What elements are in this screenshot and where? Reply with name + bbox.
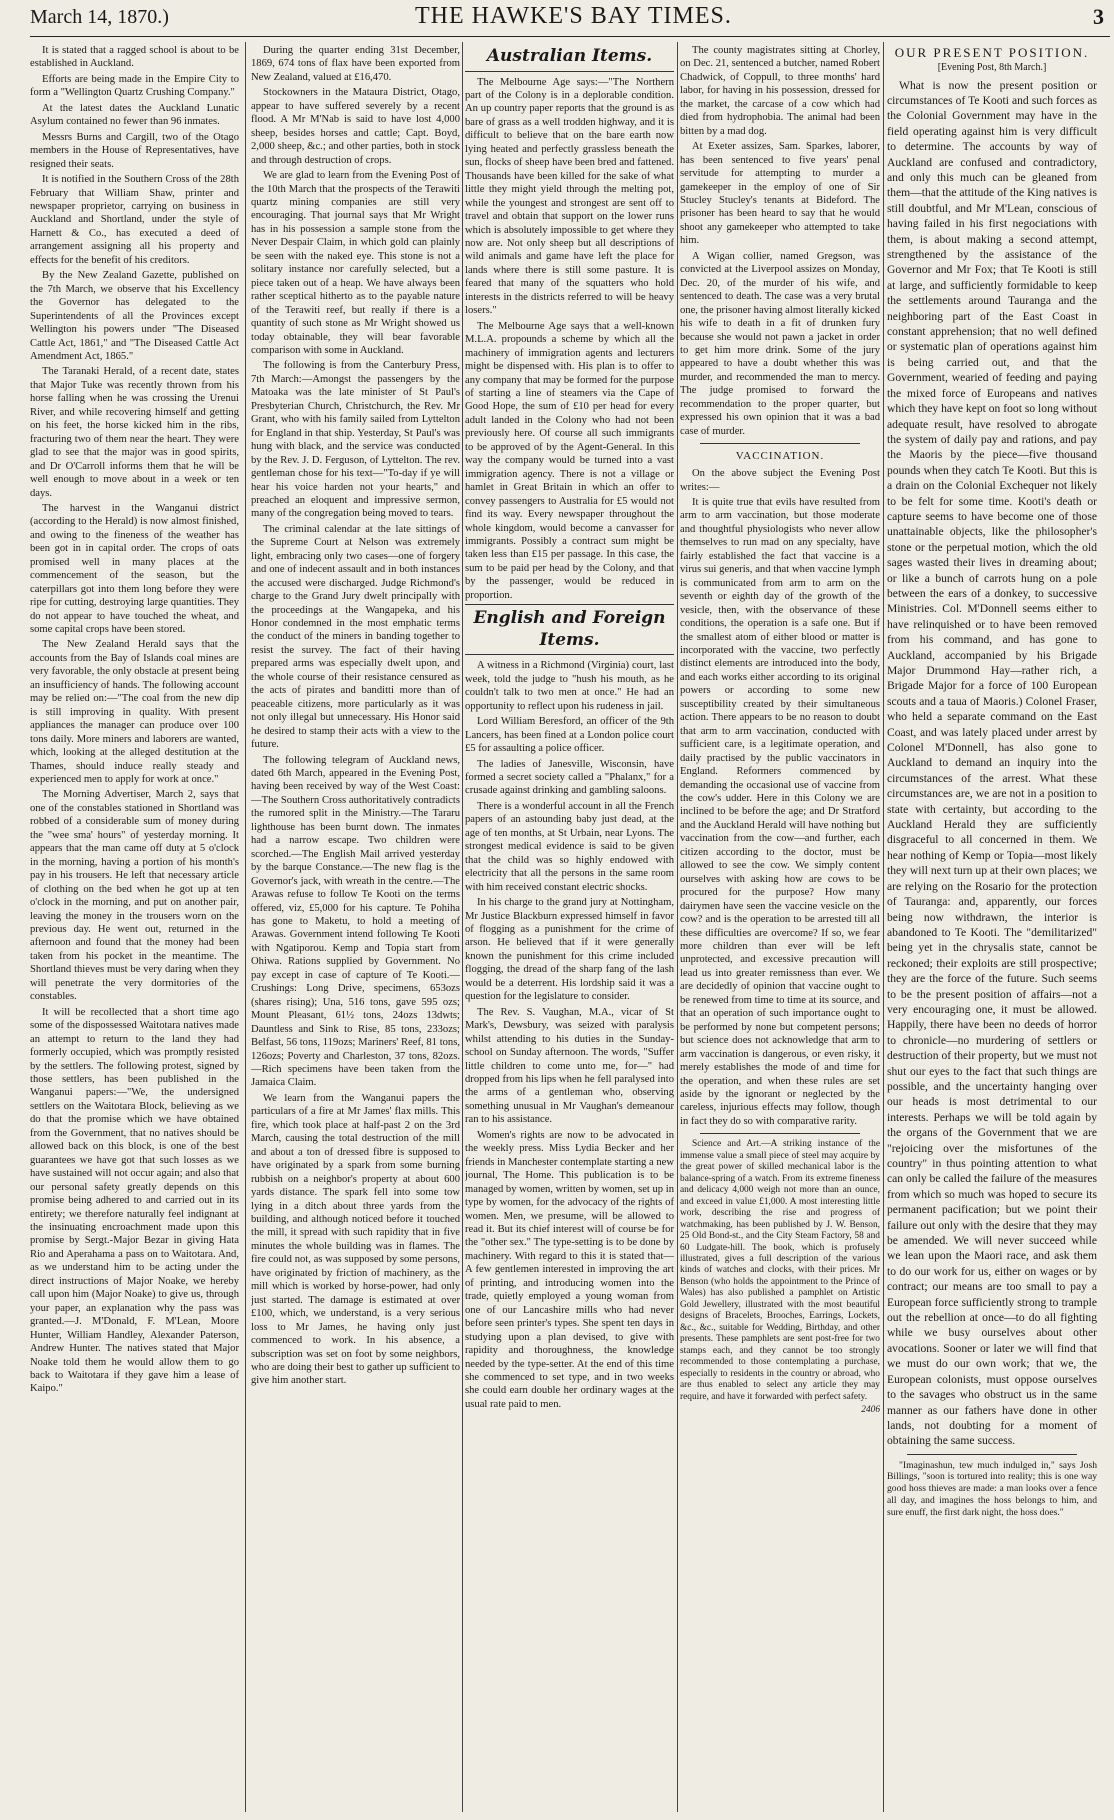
article-paragraph: It is stated that a ragged school is about to be established in Auckland. xyxy=(30,45,239,70)
column-rule xyxy=(245,42,246,1812)
article-paragraph: By the New Zealand Gazette, published on the 7th March, we observe that his Excellency the Governor has delegated to the Superintendents of all the Provinces except Wellington his powers under "The Diseased Cattle Act, 1861," and "The Diseased Cattle Act Amendment Act, 1865." xyxy=(30,270,239,362)
advertisement: Science and Art.—A striking instance of the immense value a small piece of steel may acquire by the great power of skilled mechanical labor is the balance-spring of a watch. From its extreme fineness and delicacy 4,000 weigh not more than an ounce, and exceed in value £1,000. A most interesting little work, describing the rise and progress of watchmaking, has been published by J. W. Benson, 25 Old Bond-st., and the City Steam Factory, 58 and 60 Ludgate-hill. The book, which is profusely illustrated, gives a full description of the various kinds of watches and clocks, with their prices. Mr Benson (who holds the appointment to the Prince of Wales) has also published a pamphlet on Artistic Gold Jewellery, illustrated with the most beautiful designs of Bracelets, Brooches, Earrings, Lockets, &c., &c., suitable for Wedding, Birthday, and other presents. These pamphlets are sent post-free for two stamps each, and they cannot be too strongly recommended to those contemplating a purchase, especially to residents in the country or abroad, who are thus enabled to select any article they may require, and have it forwarded with perfect safety. xyxy=(680,1139,880,1402)
divider xyxy=(907,1454,1077,1455)
column-rule xyxy=(883,42,884,1812)
column-3 xyxy=(465,44,674,1814)
column-4 xyxy=(680,44,880,1814)
article-paragraph: Messrs Burns and Cargill, two of the Otago members in the House of Representatives, have resigned their seats. xyxy=(30,131,239,170)
article-intro: On the above subject the Evening Post writes:— xyxy=(680,468,880,493)
newspaper-title: THE HAWKE'S BAY TIMES. xyxy=(415,3,732,29)
article-paragraph: The county magistrates sitting at Chorley, on Dec. 21, sentenced a butcher, named Robert Chadwick, of Coppull, to three months' hard labor, for having in his possession, dressed for the market, the carcase of a cow which had died from hydrophobia. The animal had been bitten by a mad dog. xyxy=(680,45,880,137)
column-rule xyxy=(462,42,463,1812)
article-paragraph: It is notified in the Southern Cross of the 28th February that William Shaw, printer and newspaper proprietor, carrying on business in Auckland and Shortland, under the style of Harnett & Co., has executed a deed of arrangement assigning all his property and effects for the benefit of his creditors. xyxy=(30,174,239,266)
article-paragraph: Women's rights are now to be advocated in the weekly press. Miss Lydia Becker and her friends in Manchester contemplate starting a new journal, The Home. This publication is to be managed by women, written by women, set up in type by women, for the advocacy of the rights of women. Men, we presume, will be allowed to read it. But its chief interest will of course be for the "other sex." The type-setting is to be done by machinery. With regard to this it is stated that—A few gentlemen interested in improving the art of printing, and introducing women into the trade, quietly employed a young woman from one of our Lancashire mills who had never before seen printer's types. She spent ten days in studying upon a plan devised, to give with rapidity and thoroughness, the knowledge needed by the type-setter. At the end of this time she commenced to set type, and in two weeks she could earn double her ordinary wages at the usual rate paid to men. xyxy=(465,1129,674,1410)
article-paragraph: At the latest dates the Auckland Lunatic Asylum contained no fewer than 96 inmates. xyxy=(30,102,239,128)
column-2 xyxy=(251,44,460,1814)
article-paragraph: The Rev. S. Vaughan, M.A., vicar of St Mark's, Dewsbury, was seized with paralysis whilst attending to his duties in the Sunday-school on Sunday afternoon. The words, "Suffer little children to come unto me, for—" had dropped from his lips when he fell paralysed into the arms of a gentleman who, observing something unusual in Mr Vaughan's demeanour ran to his assistance. xyxy=(465,1006,674,1126)
article-paragraph: At Exeter assizes, Sam. Sparkes, laborer, has been sentenced to five years' penal servitude for attempting to murder a gamekeeper in the employ of one of Sir Stucley Stucley's tenants at Bideford. The prisoner has been heard to say that he would shoot any gamekeeper who attempted to take him. xyxy=(680,141,880,247)
article-paragraph: The following is from the Canterbury Press, 7th March:—Amongst the passengers by the Matoaka was the late minister of St Paul's Presbyterian Church, Christchurch, the Rev. Mr Grant, who with his family sailed from Lyttelton for England in that ship. Yesterday, St Paul's was hung with black, and the service was conducted by the Rev. J. D. Ferguson, of Lyttelton. The rev. gentleman chose for his text—"To-day if ye will hear his voice harden not your hearts," and preached an eloquent and impressive sermon, many of the congregation being moved to tears. xyxy=(251,360,460,520)
article-paragraph: There is a wonderful account in all the French papers of an astounding baby just dead, at the age of ten months, at St Urbain, near Lyons. The strongest medical evidence is said to be given that the child was so highly endowed with electricity that all the persons in the same room with him received constant electric shocks. xyxy=(465,800,674,893)
column-5 xyxy=(887,44,1097,1814)
article-paragraph: Lord William Beresford, an officer of the 9th Lancers, has been fined at a London police court £5 for assaulting a police officer. xyxy=(465,716,674,755)
advert-code: 2406 xyxy=(861,1405,880,1416)
article-paragraph: What is now the present position or circumstances of Te Kooti and such forces as the Colonial Government may have in the field operating against him is very difficult to determine. The accounts by way of Auckland are confused and contradictory, and only this much can be gleaned from them—that the attitude of the King natives is still doubtful, and Mr M'Lean, conscious of having failed in his first negociations with them, is about making a second attempt, strengthened by the assistance of the Governor and Mr Fox; that Te Kooti is still at large, and sufficiently formidable to keep the settlements around Tauranga and the neighboring part of the East Coast in constant apprehension; that no well defined or systematic plan of operations against him is being carried out, and that the Government, wearied of feeding and paying the mixed force of Europeans and natives which they have kept on foot so long without adequate result, have resolved to abrogate the system of daily pay and rations, and pay the Maoris by the piece—five thousand pounds when they catch Te Kooti. But this is a drain on the Colonial Exchequer not likely to be felt for some time. Kooti's death or capture seems to have become one of those unattainable objects, like the philosopher's stone or the perpetual motion, which the old sages wasted their lives in dreaming about; or like a bunch of carrots hung on a pole between the ears of a donkey, to successive Ministries. Col. M'Donnell seems either to have relinquished or to have been removed from his command, and has gone to Auckland, accompanied by his Brigade Major Drummond Hay—rather rich, a Brigade Major for a force of 100 European scouts and a taua of Maoris.) Colonel Fraser, who held a separate command on the East Coast, and was lately placed under arrest by Colonel M'Donnell, has also gone to Auckland to demand an inquiry into the circumstances of the arrest. What these circumstances are, we are not in a position to state with certainty, but according to the Auckland Herald they are sufficiently disgraceful to all concerned in them. We hear nothing of Kemp or Topia—most likely they will next turn up at their own places; we are relying on the Rosario for the protection of Tauranga: and, apparently, our forces being now withdrawn, the interior is abandoned to Te Kooti. The "demilitarized" being yet in the chrysalis state, cannot be reckoned; their exploits are still prospective; they are the force of the future. Such seems to be the present position of affairs—not a very encouraging one, it must be allowed. Happily, there have been no deeds of horror to chronicle—no murdering of settlers or destruction of their property, but we must not shut our eyes to the fact that such things are possible, and the uncertainty hanging over our heads is most detrimental to our interests. Perhaps we will be told again by the organs of the Government that we are "rejoicing over the misfortunes of the country" in thus pointing attention to what can only be called the failure of the measures from which so much was hoped to secure its permanent pacification; but we point their failure out only with the desire that they may be amended. We will never succeed while we lean upon the Maori race, and ask them to do our work for us, either on wages or by contract; our means are too small to pay a European force sufficiently strong to trample out the rebellion at once—to do all fighting while we busy ourselves about other avocations. Sooner or later we will find that we must do our own work; that we, the European colonists, must oppose ourselves to the savages who obstruct us in the same manner as our fathers have done in other lands, not doubting for a moment of obtaining the same success. xyxy=(887,78,1097,1448)
issue-date: March 14, 1870.) xyxy=(30,6,169,28)
section-heading: Australian Items. xyxy=(465,46,674,72)
article-paragraph: The Morning Advertiser, March 2, says that one of the constables stationed in Shortland was robbed of a considerable sum of money during the "wee sma' hours" of yesterday morning. It appears that the man came off duty at 5 o'clock in the morning, having a portion of his month's pay in his trousers. He left that necessary article of clothing on the bed when he got up at ten o'clock in the morning, and put on another pair, leaving the money in the trousers worn on the previous day. He went out, returned in the afternoon and found that the money had been taken from his pocket in the meantime. The Shortland thieves must be very daring when they will penetrate the very dormitories of the constables. xyxy=(30,789,239,1003)
masthead xyxy=(30,0,1110,37)
divider xyxy=(700,1133,860,1134)
article-paragraph: The criminal calendar at the late sittings of the Supreme Court at Nelson was extremely light, embracing only two cases—one of forgery and one of indecent assault and in both instances the accused were discharged. Judge Richmond's charge to the Grand Jury dwelt principally with the proceedings at the Wangapeka, and his Honor condemned in the most emphatic terms the conduct of the miners in banding together to resist the survey. The fact of their having prepared arms was especially dwelt upon, and the whole course of their resistance censured as the acts of pirates and banditti more than of peaceable citizens, more particularly as it was not only illegal but unnecessary. His Honor said he desired to stamp their acts with a view to the future. xyxy=(251,523,460,751)
article-paragraph: During the quarter ending 31st December, 1869, 674 tons of flax have been exported from New Zealand, valued at £16,470. xyxy=(251,45,460,83)
article-paragraph: It will be recollected that a short time ago some of the dispossessed Waitotara natives made an attempt to return to the land they had formerly occupied, which was promptly resisted by the settlers. The following protest, signed by those settlers, has been published in the Wanganui papers:—"We, the undersigned settlers on the Waitotara Block, believing as we do that the promise which we have obtained from the Government, that no natives should be allowed back on this block, is one of the best guarantees we have got that such losses as we have sustained will not occur again; and also that our personal safety greatly depends on this promise being adhered to and carried out in its entirety; we therefore naturally feel indignant at the insinuating encroachment made upon this promise by Sergt.-Major Bezar in giving Hata Rio and Aperahama a pass on to Waitotara. And, as we understand him to be acting under the direct instructions of Major Noake, we hereby call upon him (Major Noake) to give us, through your paper, an explanation why the pass was granted.—J. M'Donald, F. M'Lean, Moore Hunter, William Handley, Alexander Paterson, Andrew Hunter. The natives stated that Major Noake told them he would allow them to go back to Waitotara if they gave him a lease of Kaipo." xyxy=(30,1006,239,1395)
article-paragraph: The following telegram of Auckland news, dated 6th March, appeared in the Evening Post, having been received by way of the West Coast:—The Southern Cross authoritatively contradicts the rumored split in the Ministry.—The Tararu lighthouse has been burnt down. The inmates had a narrow escape. Two children were scorched.—The English Mail arrived yesterday by the barque Constance.—The new flag is the Governor's jack, with wreath in the centre.—The Arawas refuse to follow Te Kooti on the terms offered, viz, £5,000 for his capture. Te Pohiha has gone to Maketu, to hold a meeting of Arawas. Government intend following Te Kooti with Ngatiporou. Kemp and Topia start from Ohiwa. Rations supplied by Government. No pay except in case of capture of Te Kooti.—Crushings: Long Drive, specimens, 653ozs (shares rising); Una, 516 tons, gave 595 ozs; Mount Pleasant, 61½ tons, 24ozs 13dwts; Dauntless and Sink to Rise, 85 tons, 233ozs; Belfast, 56 tons, 119ozs; Mariners' Reef, 81 tons, 126ozs; Poverty and Charleston, 37 tons, 82ozs.—Rich specimens have been taken from the Jamaica Claim. xyxy=(251,754,460,1089)
section-heading: OUR PRESENT POSITION. xyxy=(894,45,1090,60)
column-1 xyxy=(30,44,239,1814)
article-paragraph: Efforts are being made in the Empire City to form a "Wellington Quartz Crushing Company." xyxy=(30,73,239,99)
column-rule xyxy=(677,42,678,1812)
article-paragraph: The Melbourne Age says:—"The Northern part of the Colony is in a deplorable condition. An up country paper reports that the ground is as bare of grass as a well trodden highway, and it is difficult to believe that on the bare earth now lying heated and perfectly grassless beneath the sun, flocks of sheep have been bred and fattened. Thousands have been killed for the sake of what little they might yield through the melting pot, while the youngest and strongest are sent off to travel and obtain that support on the lower runs which is absolutely impossible to get where they now are. Not only sheep but all descriptions of wild animals and game have left the place for lands where there is still some pasture. It is feared that many of the squatters who hold interests in the districts referred to will be heavy losers." xyxy=(465,76,674,317)
article-paragraph: The ladies of Janesville, Wisconsin, have formed a secret society called a "Phalanx," for a crusade against drinking and gambling saloons. xyxy=(465,758,674,797)
article-paragraph: The Melbourne Age says that a well-known M.L.A. propounds a scheme by which all the machinery of immigration agents and lecturers might be dispensed with. His plan is to offer to any company that may be formed for the purpose of starting a line of steamers via the Cape of Good Hope, the sum of £10 per head for every adult landed in the Colony who had not been previously here. Of course all such immigrants to be approved of by the Agent-General. In this way the company would be turned into a vast immigration agency. There is not a village or hamlet in Great Britain in which an offer to convey passengers to Australia for £5 would not find its way. Every newspaper throughout the whole kingdom, would become a canvasser for immigrants. Possibly a contract sum might be taken less than £15 per passage. In this case, the sum to be paid per head by the Colony, and that by the passenger, would be reduced in proportion. xyxy=(465,320,674,601)
section-heading: English and Foreign Items. xyxy=(465,604,674,655)
article-paragraph: Stockowners in the Mataura District, Otago, appear to have suffered severely by a recent flood. A Mr M'Nab is said to have lost 4,000 sheep, besides horses and cattle; Capt. Boyd, 2,000 sheep, &c.; and other parties, both in stock and through destruction of crops. xyxy=(251,87,460,166)
section-heading: VACCINATION. xyxy=(735,450,825,463)
article-paragraph: We are glad to learn from the Evening Post of the 10th March that the prospects of the Terawiti quartz mining companies are still very encouraging. That journal says that Mr Wright has in his possession a sample stone from the Never Despair Claim, in which gold can plainly be seen with the naked eye. This stone is not a solitary instance nor carefully selected, but a piece taken out of a heap. We have always been rather sceptical hitherto as to the payable nature of the Terawiti reef, but really if there is a quantity of such stone as Mr Wright showed us today obtainable, they will bear favorable comparison with some in Auckland. xyxy=(251,170,460,356)
article-paragraph: A Wigan collier, named Gregson, was convicted at the Liverpool assizes on Monday, Dec. 20, of the murder of his wife, and sentenced to death. The case was a very brutal one, the prisoner having almost literally kicked his wife to death in a fit of drunken fury because she would not pawn a jacket in order to get him more drink. Some of the jury appeared to have a doubt whether this was murder, and recommended the man to mercy. The judge promised to forward the recommendation to the proper quarter, but expressed his own opinion that it was a bad case of murder. xyxy=(680,250,880,437)
article-paragraph: We learn from the Wanganui papers the particulars of a fire at Mr James' flax mills. This fire, which took place at half-past 2 on the 3rd March, causing the total destruction of the mill and about a ton of dressed fibre is supposed to have originated by a spark from some burning rubbish on a neighbor's property at about 600 yards distance. The spark fell into some tow lying in a ditch about three yards from the building, and although noticed before it touched the mill, it spread with such rapidity that in five minutes the whole building was in flames. The fire could not, as was supposed by some persons, have originated by friction of machinery, as the mill which is worked by horse-power, had only just started. The damage is estimated at over £100, which, we understand, is a very serious loss to Mr James, he having only just commenced to work. In his absence, a subscription was set on foot by some neighbors, who are doing their best to gather up sufficient to give him another start. xyxy=(251,1092,460,1387)
source-note: [Evening Post, 8th March.] xyxy=(937,62,1047,74)
footnote: "Imaginashun, tew much indulged in," says Josh Billings, "soon is tortured into reality; this is one way good hoss thieves are made: a man looks over a fence all day, and imagines the hoss belongs to him, and sure enuff, the first dark night, the hoss does." xyxy=(887,1459,1097,1518)
article-paragraph: In his charge to the grand jury at Nottingham, Mr Justice Blackburn expressed himself in favor of flogging as a punishment for the crime of arson. He believed that if it were generally known the punishment for this crime included flogging, the dread of the sharp fang of the lash would be a deterrent. His lordship said it was a question for the legislature to consider. xyxy=(465,897,674,1003)
article-paragraph: The harvest in the Wanganui district (according to the Herald) is now almost finished, and owing to the fineness of the weather has been got in in capital order. The crops of oats promised well in many places at the commencement of the season, but the caterpillars got into them long before they were ripe for cutting, destroying large quantities. They do not appear to have touched the wheat, and some capital crops have been stored. xyxy=(30,502,239,636)
article-paragraph: It is quite true that evils have resulted from arm to arm vaccination, but those moderate and thoughtful physiologists who never allow themselves to run mad on any specialty, have fairly established the fact that vaccine is a virus sui generis, and that when vaccine lymph is communicated from arm to arm on the seventh or eighth day of the growth of the vesicle, then, with the observance of these conditions, the operation is a safe one. But if the smallest atom of either blood or matter is incorporated with the vaccine, two perfectly distinct elements are introduced into the body, and each works either according to its original powers or according to some new susceptibility created by their simultaneous action. There appears to be no reason to doubt that arm to arm vaccination, conducted with sufficient care, is a legitimate operation, and daily practised by the public vaccinators in England. Reformers commenced by demanding the occasional use of vaccine from the cow's udder. Here in this Colony we are inclined to be before the age; and Dr Stratford and the Auckland Herald will have nothing but vaccination from the cow—and further, each citizen according to the doctor, must be allowed to see the cow. We simply content ourselves with asking how are cows to be procured for the purpose? How many dairymen have seen the vaccine vesicle on the cow? and is the operation to be arrested till all these difficulties are overcome? If so, we fear more children than ever will be left unprotected, and excessive precaution will lead us into greater remissness than ever. We are decidedly of opinion that vaccine ought to be renewed from time to time at its source, and that an operation of such importance ought to be performed by none but competent persons; but science does not acknowledge that arm to arm vaccination is dangerous, or even risky, it merely establishes the mode of and time for the operation, and when these rules are set aside by the ignorant or neglected by the careless, injurious effects may follow, though in fact they do so with comparative rarity. xyxy=(680,497,880,1127)
article-paragraph: A witness in a Richmond (Virginia) court, last week, told the judge to "hush his mouth, as he couldn't talk to two men at once." He had an opportunity to reflect upon his rudeness in jail. xyxy=(465,660,674,712)
divider xyxy=(700,443,860,444)
page-number: 3 xyxy=(1093,4,1104,29)
article-paragraph: The Taranaki Herald, of a recent date, states that Major Tuke was recently thrown from his horse falling when he was crossing the Urenui River, and while recovering himself and getting on his feet, the horse kicked him in the ribs, fracturing two of them near the heart. They were glad to see that the major was in good spirits, and Dr O'Carroll informs them that he will be well enough to move about in a week or ten days. xyxy=(30,366,239,499)
article-paragraph: The New Zealand Herald says that the accounts from the Bay of Islands coal mines are very favorable, the only obstacle at present being an insufficiency of hands. The following account may be relied on:—"The coal from the new dip is still improving in quality. With present appliances the manager can produce over 100 tons daily. More miners and laborers are wanted, which, looking at the alleged destitution at the Thames, should induce really steady and experienced men to apply for work at once." xyxy=(30,639,239,786)
